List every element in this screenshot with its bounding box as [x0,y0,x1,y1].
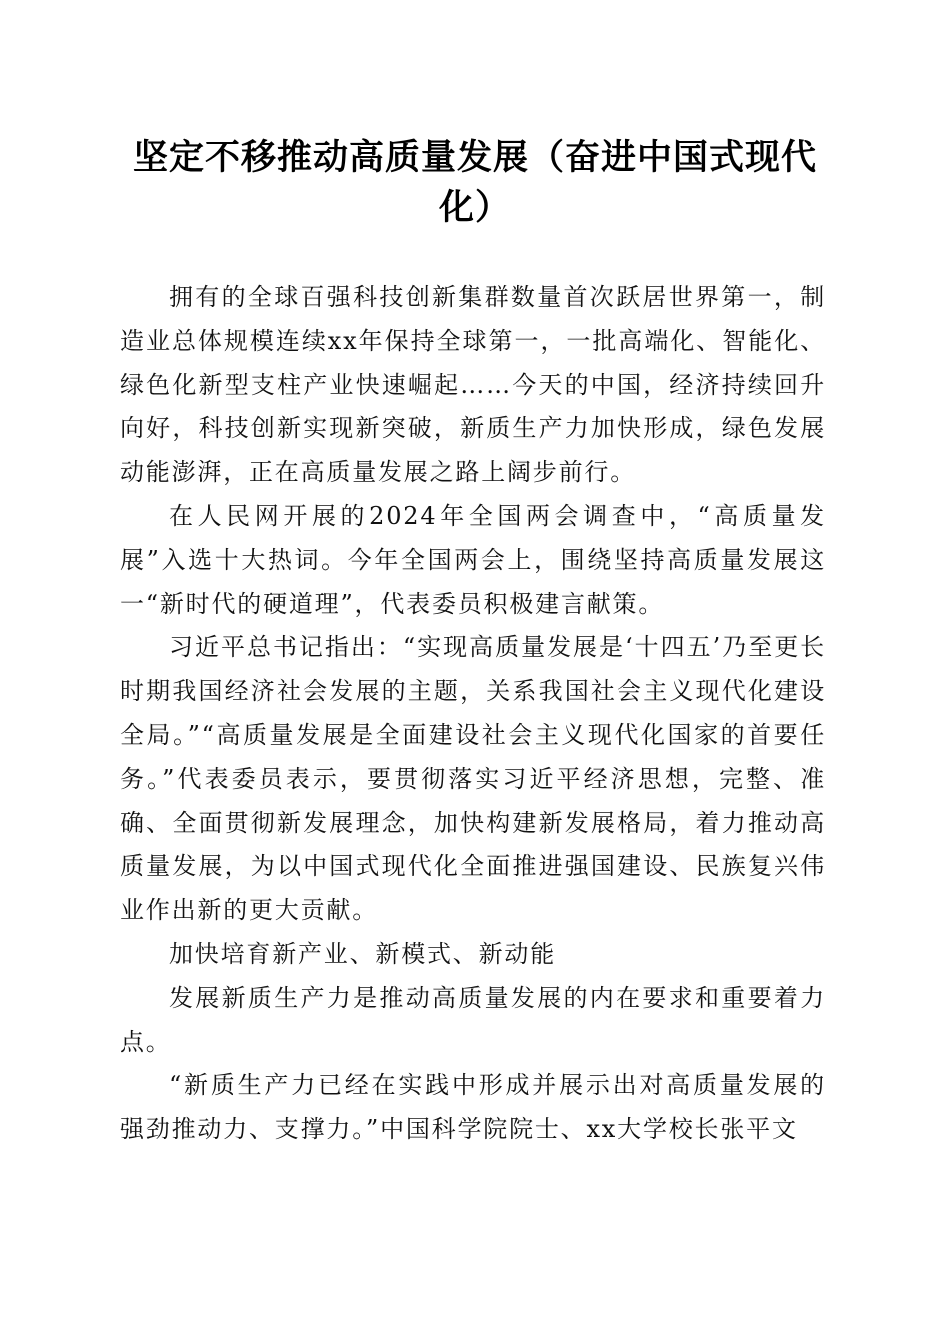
document-title: 坚定不移推动高质量发展（奋进中国式现代化） [132,137,817,228]
paragraph-intro: 拥有的全球百强科技创新集群数量首次跃居世界第一，制造业总体规模连续xx年保持全球第一，一批高端化、智能化、绿色化新型支柱产业快速崛起……今天的中国，经济持续回升向好，科技创新实现新突破，新质生产力加快形成，绿色发展动能澎湃，正在高质量发展之路上阔步前行。 [120,283,826,487]
paragraph-survey: 在人民网开展的2024年全国两会调查中，“高质量发展”入选十大热词。今年全国两会上，围绕坚持高质量发展这一“新时代的硬道理”，代表委员积极建言献策。 [120,501,826,618]
section-heading: 加快培育新产业、新模式、新动能 [169,939,556,968]
paragraph-quote: 习近平总书记指出：“实现高质量发展是‘十四五’乃至更长时期我国经济社会发展的主题，关系我国社会主义现代化建设全局。”“高质量发展是全面建设社会主义现代化国家的首要任务。”代表委员表示，要贯彻落实习近平经济思想，完整、准确、全面贯彻新发展理念，加快构建新发展格局，着力推动高质量发展，为以中国式现代化全面推进强国建设、民族复兴伟业作出新的更大贡献。 [120,633,826,925]
paragraph-academician: “新质生产力已经在实践中形成并展示出对高质量发展的强劲推动力、支撑力。”中国科学院院士、xx大学校长张平文 [120,1071,826,1144]
document-body [120,276,826,1152]
paragraph-productivity: 发展新质生产力是推动高质量发展的内在要求和重要着力点。 [120,983,826,1056]
